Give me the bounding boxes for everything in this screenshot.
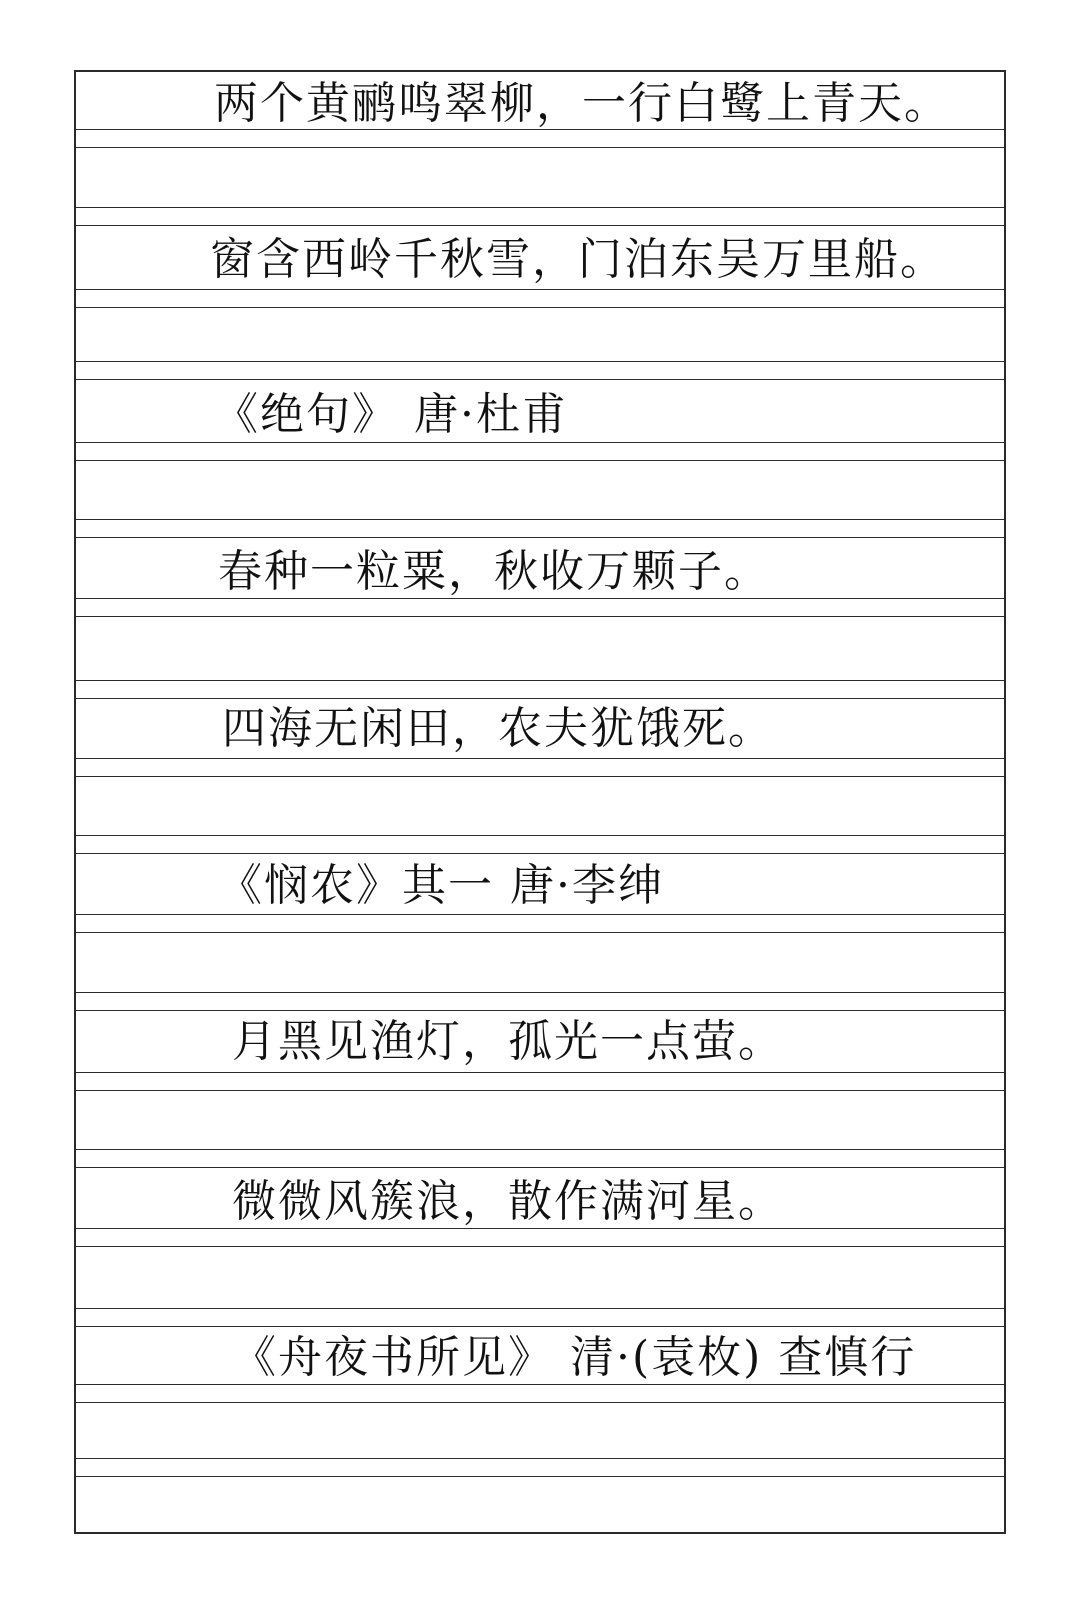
rule-line <box>76 853 1004 854</box>
rule-line <box>76 1476 1004 1477</box>
rule-line <box>76 537 1004 538</box>
poem-line-1: 两个黄鹂鸣翠柳，一行白鹭上青天。 <box>214 78 950 129</box>
rule-line <box>76 460 1004 461</box>
poem-line-5: 月黑见渔灯，孤光一点萤。 <box>232 1016 784 1067</box>
rule-line <box>76 1149 1004 1150</box>
poem-title-1: 《绝句》 唐·杜甫 <box>214 389 568 440</box>
rule-line <box>76 361 1004 362</box>
poem-line-4: 四海无闲田，农夫犹饿死。 <box>222 703 774 754</box>
rule-line <box>76 1458 1004 1459</box>
rule-line <box>76 1167 1004 1168</box>
poem-line-3: 春种一粒粟，秋收万颗子。 <box>218 546 770 597</box>
rule-line <box>76 1326 1004 1327</box>
rule-line <box>76 776 1004 777</box>
rule-line <box>76 207 1004 208</box>
rule-line <box>76 379 1004 380</box>
rule-line <box>76 1010 1004 1011</box>
poem-line-6: 微微风簇浪，散作满河星。 <box>232 1176 784 1227</box>
rule-line <box>76 680 1004 681</box>
rule-line <box>76 932 1004 933</box>
rule-line <box>76 1072 1004 1073</box>
rule-line <box>76 1308 1004 1309</box>
rule-line <box>76 992 1004 993</box>
rule-line <box>76 519 1004 520</box>
rule-line <box>76 225 1004 226</box>
rule-line <box>76 1402 1004 1403</box>
poem-line-2: 窗含西岭千秋雪，门泊东吴万里船。 <box>210 234 946 285</box>
rule-line <box>76 835 1004 836</box>
rule-line <box>76 307 1004 308</box>
lined-paper <box>74 70 1006 1534</box>
rule-line <box>76 1246 1004 1247</box>
rule-line <box>76 616 1004 617</box>
poem-title-2: 《悯农》其一 唐·李绅 <box>218 860 664 911</box>
rule-line <box>76 1090 1004 1091</box>
poem-title-3: 《舟夜书所见》 清·(袁枚) 查慎行 <box>232 1332 917 1383</box>
rule-line <box>76 147 1004 148</box>
